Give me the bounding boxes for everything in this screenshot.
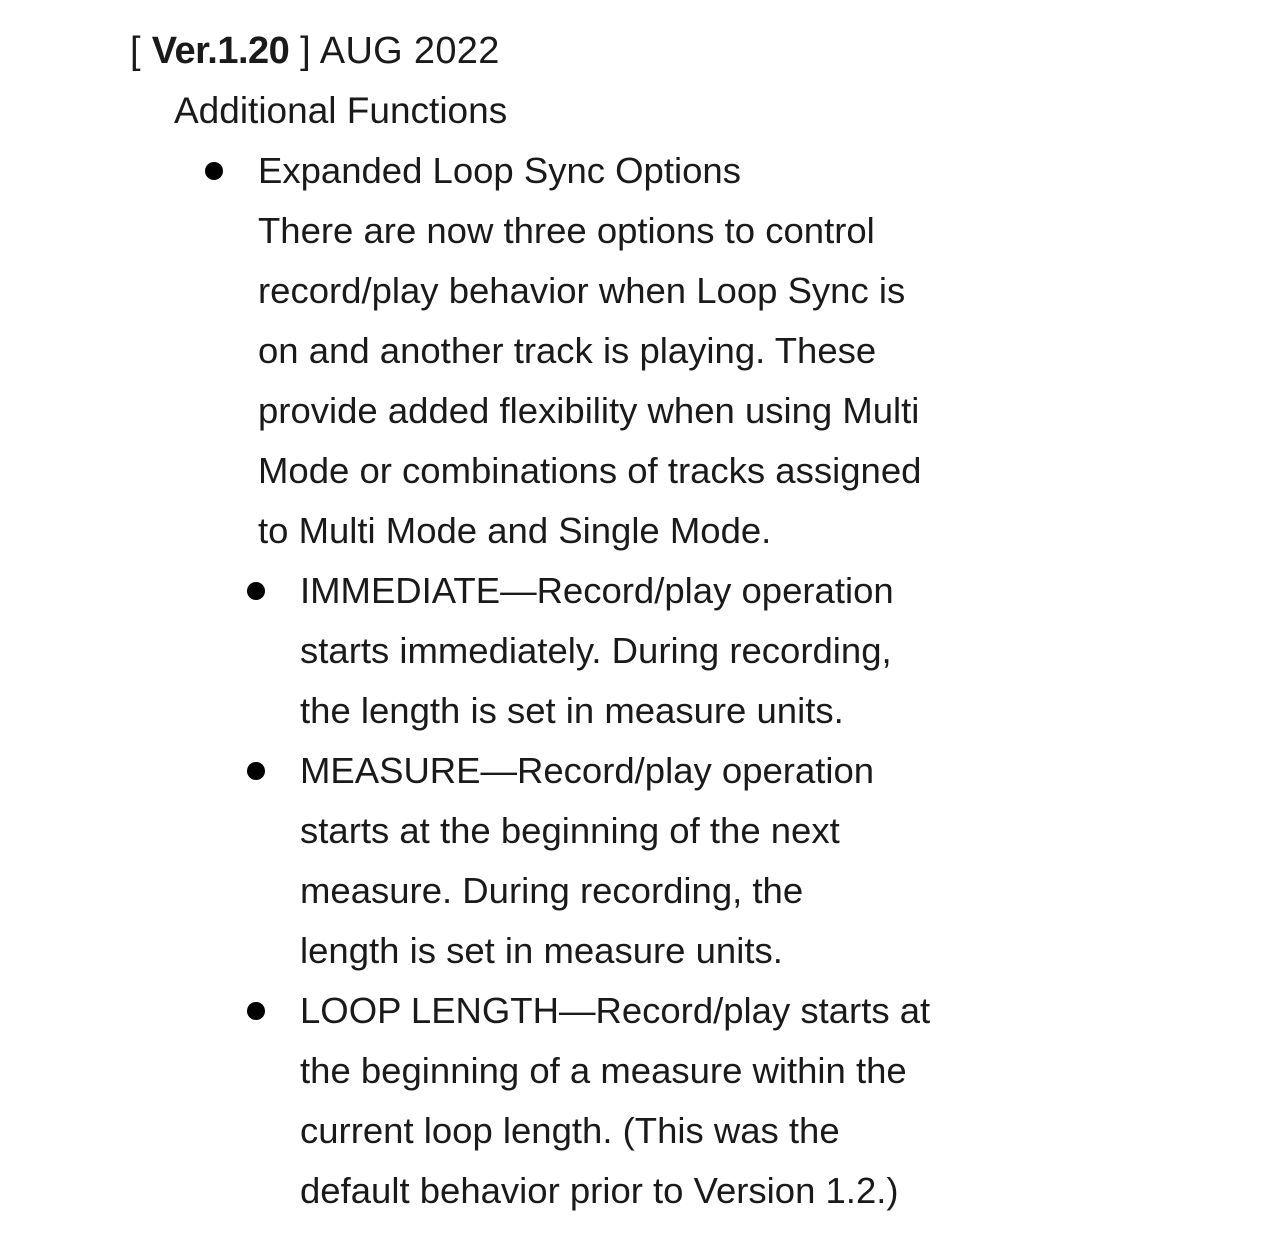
release-date: AUG 2022 [319,30,500,72]
feature-body-line: provide added flexibility when using Multi [258,390,920,431]
bullet-icon [247,582,265,600]
option-line: LOOP LENGTH—Record/play starts at [300,990,931,1031]
option-line: the length is set in measure units. [300,690,844,731]
option-line: current loop length. (This was the [300,1110,840,1151]
option-line: measure. During recording, the [300,870,804,911]
option-line: the beginning of a measure within the [300,1050,907,1091]
option-line: starts at the beginning of the next [300,810,840,851]
feature-body-line: record/play behavior when Loop Sync is [258,270,906,311]
option-item-immediate [300,561,1060,741]
version-header [130,26,500,76]
bullet-icon [247,762,265,780]
option-line: default behavior prior to Version 1.2.) [300,1170,899,1211]
header-close-bracket: ] [300,30,312,72]
feature-item [258,141,1058,561]
feature-body-line: on and another track is playing. These [258,330,877,371]
bullet-icon [247,1002,265,1020]
feature-title: Expanded Loop Sync Options [258,150,741,191]
section-title: Additional Functions [174,90,508,131]
option-line: IMMEDIATE—Record/play operation [300,570,894,611]
feature-body-line: There are now three options to control [258,210,875,251]
feature-body-line: Mode or combinations of tracks assigned [258,450,922,491]
option-line: starts immediately. During recording, [300,630,892,671]
option-line: length is set in measure units. [300,930,783,971]
feature-body-line: to Multi Mode and Single Mode. [258,510,772,551]
header-open-bracket: [ [130,30,141,72]
version-number: Ver.1.20 [151,30,290,72]
option-item-measure [300,741,1060,981]
option-item-loop-length [300,981,1060,1221]
bullet-icon [205,162,223,180]
option-line: MEASURE—Record/play operation [300,750,875,791]
